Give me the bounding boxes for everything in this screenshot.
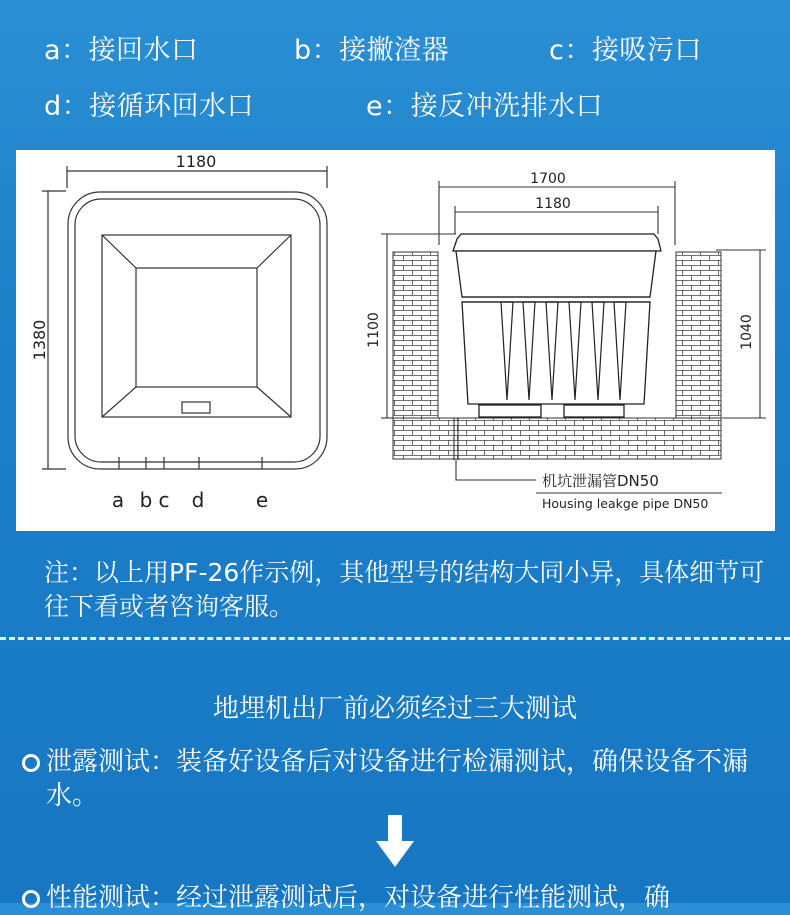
diagram-svg [16, 150, 775, 531]
tank-body [462, 302, 650, 404]
bullet-circle-icon [22, 890, 40, 908]
top-width-label: 1180 [175, 152, 217, 171]
port-letter-b: b [139, 488, 153, 512]
test-item-leak [22, 745, 772, 813]
brick-wall-right [676, 252, 721, 418]
basin-inner [136, 268, 257, 387]
tests-title: 地埋机出厂前必须经过三大测试 [212, 694, 577, 724]
note-text: 注：以上用PF-26作示例，其他型号的结构大同小异，具体细节可往下看或者咨询客服。 [44, 558, 765, 621]
port-letter-a: a [111, 488, 125, 512]
lid-inner [75, 199, 320, 462]
skimmer-opening [182, 402, 210, 413]
brick-wall-left [393, 252, 438, 418]
diagram-panel [16, 150, 775, 531]
drain-label-cn: 机坑泄漏管DN50 [542, 472, 659, 490]
pit-depth-label: 1100 [366, 312, 382, 348]
legend-b: b：接撇渣器 [294, 35, 450, 66]
legend-e: e：接反冲洗排水口 [366, 91, 604, 122]
port-letter-d: d [191, 488, 205, 512]
test-item-performance [22, 881, 772, 915]
tank-upper [456, 251, 656, 297]
top-view [42, 166, 327, 469]
port-letter-c: c [158, 488, 170, 512]
side-inner-width-label: 1180 [535, 196, 571, 212]
side-outer-width-label: 1700 [530, 171, 566, 187]
port-letter-e: e [255, 488, 269, 512]
tank-lid [453, 234, 661, 251]
dashed-divider [0, 637, 790, 640]
down-arrow-icon [376, 815, 414, 867]
bullet-circle-icon [22, 754, 40, 772]
drain-label-en: Housing leakge pipe DN50 [542, 496, 709, 511]
tank-height-label: 1040 [739, 314, 755, 350]
tank-foot-left [479, 405, 541, 417]
tank-foot-right [564, 405, 624, 417]
brick-floor [393, 418, 721, 459]
test-item-text: 泄露测试：装备好设备后对设备进行检漏测试，确保设备不漏水。 [46, 747, 749, 811]
legend-d: d：接循环回水口 [44, 91, 255, 122]
top-height-label: 1380 [30, 319, 49, 361]
legend-c: c：接吸污口 [549, 35, 702, 66]
lid-outer [68, 192, 327, 469]
test-item-text: 性能测试：经过泄露测试后，对设备进行性能测试，确 [46, 883, 671, 913]
legend-a: a：接回水口 [44, 35, 199, 66]
